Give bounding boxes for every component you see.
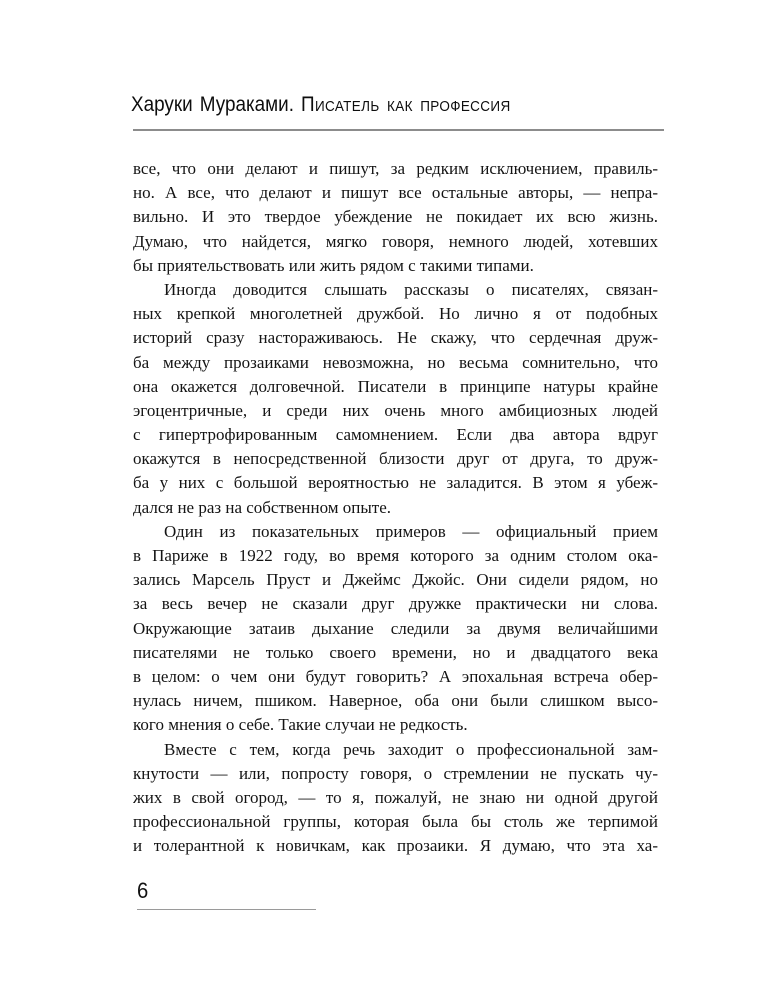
text-line: окажутся в непосредственной близости друг от друга, то друж- [133, 449, 658, 469]
page-number: 6 [137, 878, 149, 903]
text-line: Один из показательных примеров — официальный прием [164, 521, 658, 541]
running-header-author: Харуки Мураками. [131, 93, 294, 116]
text-line: кого мнения о себе. Такие случаи не редкость. [133, 715, 468, 735]
text-line: Иногда доводится слышать рассказы о писателях, связан- [164, 279, 658, 299]
text-line: ба между прозаиками невозможна, но весьма сомнительно, что [133, 352, 658, 372]
text-line: жих в свой огород, — то я, пожалуй, не знаю ни одной другой [133, 787, 658, 807]
text-line: вильно. И это твердое убеждение не покидает их всю жизнь. [133, 207, 658, 227]
text-line: ба у них с большой вероятностью не заладится. В этом я убеж- [133, 473, 658, 493]
text-line: нулась ничем, пшиком. Наверное, оба они были слишком высо- [133, 691, 658, 711]
text-line: все, что они делают и пишут, за редким исключением, правиль- [133, 159, 658, 178]
text-line: в Париже в 1922 году, во время которого за одним столом ока- [133, 546, 658, 565]
text-line: и толерантной к новичкам, как прозаики. Я думаю, что эта ха- [133, 836, 658, 856]
text-line: бы приятельствовать или жить рядом с такими типами. [133, 255, 534, 275]
running-header-title: Писатель как профессия [301, 93, 511, 116]
footer-rule [137, 909, 316, 910]
text-line: писателями не только своего времени, но и двадцатого века [133, 642, 658, 662]
header-rule [133, 129, 664, 131]
text-line: дался не раз на собственном опыте. [133, 497, 392, 517]
text-line: но. А все, что делают и пишут все остальные авторы, — непра- [133, 183, 658, 203]
text-line: за весь вечер не сказали друг дружке практически ни слова. [133, 594, 658, 614]
running-header [131, 93, 511, 117]
text-line: Думаю, что найдется, мягко говоря, немного людей, хотевших [133, 231, 658, 251]
text-line: эгоцентричные, и среди них очень много амбициозных людей [133, 400, 658, 420]
text-body [133, 157, 658, 858]
text-line: с гипертрофированным самомнением. Если два автора вдруг [133, 425, 658, 445]
text-line: Окружающие затаив дыхание следили за двумя величайшими [133, 618, 658, 638]
text-line: кнутости — или, попросту говоря, о стремлении не пускать чу- [133, 763, 658, 783]
text-line: ных крепкой многолетней дружбой. Но лично я от подобных [133, 304, 658, 324]
text-line: зались Марсель Пруст и Джеймс Джойс. Они сидели рядом, но [133, 570, 658, 590]
text-line: историй сразу настораживаюсь. Не скажу, что сердечная друж- [133, 328, 658, 348]
text-line: в целом: о чем они будут говорить? А эпохальная встреча обер- [133, 666, 658, 686]
text-line: Вместе с тем, когда речь заходит о профессиональной зам- [164, 739, 658, 759]
text-line: она окажется долговечной. Писатели в принципе натуры крайне [133, 376, 658, 396]
text-line: профессиональной группы, которая была бы столь же терпимой [133, 812, 658, 832]
